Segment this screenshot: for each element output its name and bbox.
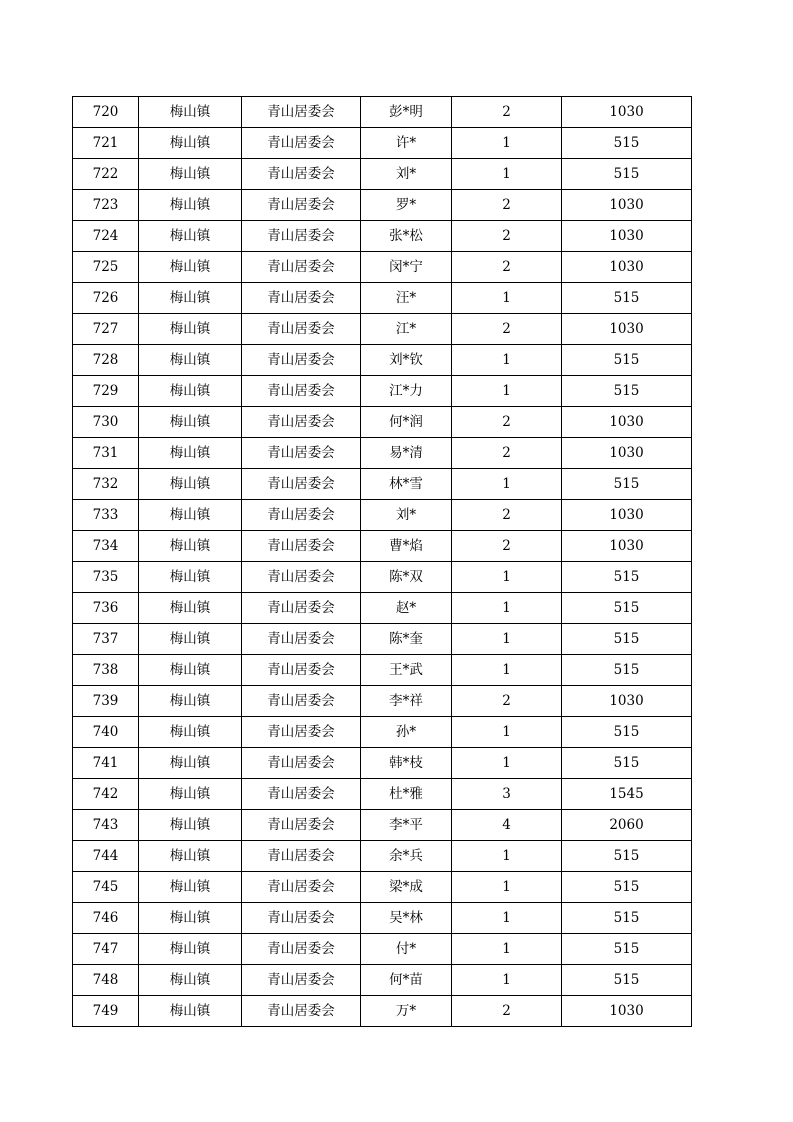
amount-cell: 515 [562, 624, 692, 655]
count-cell: 2 [452, 314, 562, 345]
community-cell: 青山居委会 [242, 469, 361, 500]
table-row [73, 996, 692, 1027]
town-cell: 梅山镇 [139, 562, 242, 593]
amount-cell: 515 [562, 345, 692, 376]
table-row [73, 97, 692, 128]
amount-cell: 515 [562, 376, 692, 407]
town-cell: 梅山镇 [139, 221, 242, 252]
count-cell: 1 [452, 717, 562, 748]
count-cell: 2 [452, 407, 562, 438]
community-cell: 青山居委会 [242, 314, 361, 345]
community-cell: 青山居委会 [242, 717, 361, 748]
amount-cell: 515 [562, 283, 692, 314]
town-cell: 梅山镇 [139, 190, 242, 221]
community-cell: 青山居委会 [242, 221, 361, 252]
count-cell: 1 [452, 469, 562, 500]
table-row [73, 438, 692, 469]
name-cell: 刘* [361, 159, 452, 190]
amount-cell: 1030 [562, 97, 692, 128]
town-cell: 梅山镇 [139, 500, 242, 531]
data-table [72, 96, 692, 1027]
table-row [73, 159, 692, 190]
town-cell: 梅山镇 [139, 655, 242, 686]
town-cell: 梅山镇 [139, 407, 242, 438]
community-cell: 青山居委会 [242, 97, 361, 128]
count-cell: 2 [452, 97, 562, 128]
name-cell: 李*祥 [361, 686, 452, 717]
amount-cell: 1030 [562, 531, 692, 562]
name-cell: 韩*枝 [361, 748, 452, 779]
table-row [73, 655, 692, 686]
row-number-cell: 744 [73, 841, 139, 872]
amount-cell: 515 [562, 128, 692, 159]
table-row [73, 686, 692, 717]
amount-cell: 1545 [562, 779, 692, 810]
amount-cell: 515 [562, 903, 692, 934]
town-cell: 梅山镇 [139, 345, 242, 376]
community-cell: 青山居委会 [242, 128, 361, 159]
count-cell: 2 [452, 686, 562, 717]
amount-cell: 515 [562, 717, 692, 748]
count-cell: 2 [452, 221, 562, 252]
row-number-cell: 731 [73, 438, 139, 469]
name-cell: 余*兵 [361, 841, 452, 872]
town-cell: 梅山镇 [139, 810, 242, 841]
community-cell: 青山居委会 [242, 562, 361, 593]
name-cell: 曹*焰 [361, 531, 452, 562]
amount-cell: 515 [562, 872, 692, 903]
community-cell: 青山居委会 [242, 593, 361, 624]
row-number-cell: 728 [73, 345, 139, 376]
count-cell: 2 [452, 252, 562, 283]
community-cell: 青山居委会 [242, 872, 361, 903]
table-row [73, 965, 692, 996]
count-cell: 1 [452, 965, 562, 996]
count-cell: 1 [452, 283, 562, 314]
name-cell: 许* [361, 128, 452, 159]
name-cell: 江* [361, 314, 452, 345]
row-number-cell: 727 [73, 314, 139, 345]
count-cell: 1 [452, 376, 562, 407]
town-cell: 梅山镇 [139, 624, 242, 655]
community-cell: 青山居委会 [242, 283, 361, 314]
count-cell: 2 [452, 996, 562, 1027]
count-cell: 1 [452, 872, 562, 903]
count-cell: 3 [452, 779, 562, 810]
row-number-cell: 742 [73, 779, 139, 810]
table-row [73, 903, 692, 934]
count-cell: 1 [452, 128, 562, 159]
table-row [73, 624, 692, 655]
amount-cell: 2060 [562, 810, 692, 841]
amount-cell: 1030 [562, 221, 692, 252]
name-cell: 李*平 [361, 810, 452, 841]
community-cell: 青山居委会 [242, 159, 361, 190]
town-cell: 梅山镇 [139, 593, 242, 624]
name-cell: 杜*雅 [361, 779, 452, 810]
count-cell: 1 [452, 841, 562, 872]
count-cell: 1 [452, 159, 562, 190]
amount-cell: 515 [562, 841, 692, 872]
count-cell: 1 [452, 655, 562, 686]
row-number-cell: 745 [73, 872, 139, 903]
name-cell: 陈*奎 [361, 624, 452, 655]
community-cell: 青山居委会 [242, 934, 361, 965]
community-cell: 青山居委会 [242, 407, 361, 438]
table-row [73, 779, 692, 810]
name-cell: 张*松 [361, 221, 452, 252]
table-row [73, 717, 692, 748]
row-number-cell: 735 [73, 562, 139, 593]
town-cell: 梅山镇 [139, 903, 242, 934]
name-cell: 陈*双 [361, 562, 452, 593]
name-cell: 何*润 [361, 407, 452, 438]
town-cell: 梅山镇 [139, 686, 242, 717]
town-cell: 梅山镇 [139, 748, 242, 779]
count-cell: 1 [452, 593, 562, 624]
table-row [73, 841, 692, 872]
row-number-cell: 743 [73, 810, 139, 841]
row-number-cell: 748 [73, 965, 139, 996]
name-cell: 赵* [361, 593, 452, 624]
name-cell: 易*清 [361, 438, 452, 469]
name-cell: 孙* [361, 717, 452, 748]
community-cell: 青山居委会 [242, 376, 361, 407]
community-cell: 青山居委会 [242, 686, 361, 717]
row-number-cell: 749 [73, 996, 139, 1027]
town-cell: 梅山镇 [139, 438, 242, 469]
town-cell: 梅山镇 [139, 841, 242, 872]
community-cell: 青山居委会 [242, 345, 361, 376]
amount-cell: 1030 [562, 438, 692, 469]
town-cell: 梅山镇 [139, 996, 242, 1027]
community-cell: 青山居委会 [242, 500, 361, 531]
row-number-cell: 729 [73, 376, 139, 407]
table-row [73, 283, 692, 314]
row-number-cell: 724 [73, 221, 139, 252]
row-number-cell: 746 [73, 903, 139, 934]
amount-cell: 515 [562, 469, 692, 500]
amount-cell: 1030 [562, 190, 692, 221]
table-row [73, 562, 692, 593]
name-cell: 江*力 [361, 376, 452, 407]
table-row [73, 531, 692, 562]
row-number-cell: 721 [73, 128, 139, 159]
town-cell: 梅山镇 [139, 128, 242, 159]
row-number-cell: 747 [73, 934, 139, 965]
table-row [73, 810, 692, 841]
row-number-cell: 725 [73, 252, 139, 283]
community-cell: 青山居委会 [242, 252, 361, 283]
name-cell: 刘*钦 [361, 345, 452, 376]
table-row [73, 748, 692, 779]
table-row [73, 872, 692, 903]
row-number-cell: 722 [73, 159, 139, 190]
row-number-cell: 730 [73, 407, 139, 438]
amount-cell: 1030 [562, 500, 692, 531]
row-number-cell: 723 [73, 190, 139, 221]
amount-cell: 515 [562, 562, 692, 593]
town-cell: 梅山镇 [139, 965, 242, 996]
town-cell: 梅山镇 [139, 283, 242, 314]
row-number-cell: 736 [73, 593, 139, 624]
name-cell: 梁*成 [361, 872, 452, 903]
community-cell: 青山居委会 [242, 903, 361, 934]
town-cell: 梅山镇 [139, 872, 242, 903]
count-cell: 2 [452, 531, 562, 562]
row-number-cell: 733 [73, 500, 139, 531]
name-cell: 彭*明 [361, 97, 452, 128]
table-row [73, 314, 692, 345]
table-row [73, 190, 692, 221]
town-cell: 梅山镇 [139, 314, 242, 345]
amount-cell: 515 [562, 159, 692, 190]
town-cell: 梅山镇 [139, 469, 242, 500]
amount-cell: 1030 [562, 314, 692, 345]
count-cell: 2 [452, 500, 562, 531]
table-body [73, 97, 692, 1027]
town-cell: 梅山镇 [139, 531, 242, 562]
amount-cell: 515 [562, 934, 692, 965]
community-cell: 青山居委会 [242, 779, 361, 810]
town-cell: 梅山镇 [139, 779, 242, 810]
town-cell: 梅山镇 [139, 934, 242, 965]
table-row [73, 221, 692, 252]
name-cell: 刘* [361, 500, 452, 531]
table-row [73, 593, 692, 624]
community-cell: 青山居委会 [242, 965, 361, 996]
name-cell: 林*雪 [361, 469, 452, 500]
community-cell: 青山居委会 [242, 531, 361, 562]
amount-cell: 1030 [562, 252, 692, 283]
town-cell: 梅山镇 [139, 159, 242, 190]
name-cell: 万* [361, 996, 452, 1027]
count-cell: 1 [452, 345, 562, 376]
name-cell: 王*武 [361, 655, 452, 686]
row-number-cell: 737 [73, 624, 139, 655]
town-cell: 梅山镇 [139, 376, 242, 407]
table-row [73, 934, 692, 965]
table-row [73, 128, 692, 159]
count-cell: 1 [452, 748, 562, 779]
count-cell: 1 [452, 562, 562, 593]
table-row [73, 252, 692, 283]
name-cell: 罗* [361, 190, 452, 221]
community-cell: 青山居委会 [242, 624, 361, 655]
town-cell: 梅山镇 [139, 717, 242, 748]
name-cell: 何*苗 [361, 965, 452, 996]
amount-cell: 515 [562, 748, 692, 779]
amount-cell: 515 [562, 593, 692, 624]
table-row [73, 345, 692, 376]
count-cell: 1 [452, 624, 562, 655]
count-cell: 4 [452, 810, 562, 841]
town-cell: 梅山镇 [139, 252, 242, 283]
community-cell: 青山居委会 [242, 841, 361, 872]
row-number-cell: 734 [73, 531, 139, 562]
count-cell: 1 [452, 934, 562, 965]
name-cell: 吴*林 [361, 903, 452, 934]
row-number-cell: 726 [73, 283, 139, 314]
community-cell: 青山居委会 [242, 438, 361, 469]
table-row [73, 469, 692, 500]
name-cell: 汪* [361, 283, 452, 314]
row-number-cell: 740 [73, 717, 139, 748]
community-cell: 青山居委会 [242, 996, 361, 1027]
community-cell: 青山居委会 [242, 655, 361, 686]
community-cell: 青山居委会 [242, 810, 361, 841]
count-cell: 2 [452, 438, 562, 469]
amount-cell: 515 [562, 655, 692, 686]
table-row [73, 376, 692, 407]
amount-cell: 515 [562, 965, 692, 996]
community-cell: 青山居委会 [242, 190, 361, 221]
table-row [73, 407, 692, 438]
amount-cell: 1030 [562, 407, 692, 438]
row-number-cell: 741 [73, 748, 139, 779]
amount-cell: 1030 [562, 686, 692, 717]
row-number-cell: 732 [73, 469, 139, 500]
table-row [73, 500, 692, 531]
row-number-cell: 739 [73, 686, 139, 717]
name-cell: 付* [361, 934, 452, 965]
count-cell: 2 [452, 190, 562, 221]
row-number-cell: 720 [73, 97, 139, 128]
town-cell: 梅山镇 [139, 97, 242, 128]
amount-cell: 1030 [562, 996, 692, 1027]
community-cell: 青山居委会 [242, 748, 361, 779]
row-number-cell: 738 [73, 655, 139, 686]
name-cell: 闵*宁 [361, 252, 452, 283]
count-cell: 1 [452, 903, 562, 934]
